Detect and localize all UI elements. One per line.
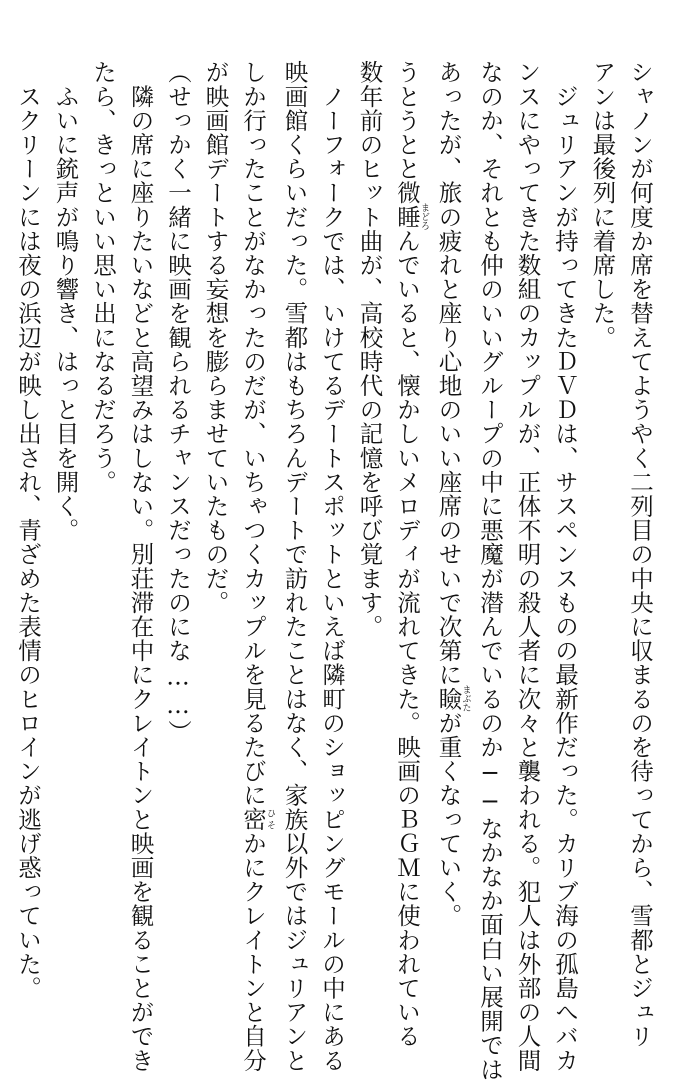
ruby-reading: まぶた xyxy=(460,685,471,713)
text-line-with-ruby xyxy=(429,60,471,960)
text-segment: が重くなっていく。 xyxy=(434,710,463,928)
text-segment: あったが、旅の疲れと座り心地のいい座席のせいで次第に xyxy=(434,60,463,687)
ruby-annotation xyxy=(393,203,429,231)
text-line: アンは最後列に着席した。 xyxy=(588,60,617,350)
text-line: 数年前のヒット曲が、高校時代の記憶を呼び覚ます。 xyxy=(355,60,384,639)
text-line: たら、きっといい思い出になるだろう。 xyxy=(89,60,117,494)
text-line-with-ruby xyxy=(388,60,430,1049)
text-segment: んでいると、懐かしいメロディが流れてきた。映画のＢＧＭに使われている xyxy=(393,228,421,1049)
text-line-with-ruby xyxy=(234,60,276,1073)
text-segment: しか行ったことがなかったのだが、いちゃつくカップルを見るたびに xyxy=(239,60,267,808)
ruby-base: 睡 xyxy=(393,203,421,231)
text-line: が映画館デートする妄想を膨らませていたものだ。 xyxy=(201,60,230,615)
text-line: スクリーンには夜の浜辺が映し出され、青ざめた表情のヒロインが逃げ惑っていた。 xyxy=(14,60,42,1000)
text-line: シャノンが何度か席を替えてようやく二列目の中央に収まるのを待ってから、雪都とジュリ xyxy=(626,60,654,1049)
text-line: ノーフォークでは、いけてるデートスポットといえば隣町のショッピングモールの中にある xyxy=(318,60,346,1073)
text-segment: うとうとと微 xyxy=(393,60,421,205)
text-line: 映画館くらいだった。雪都はもちろんデートで訪れたことはなく、家族以外ではジュリアンと xyxy=(280,60,309,1073)
ruby-base: 瞼 xyxy=(434,685,463,713)
ruby-reading: まどろ xyxy=(419,203,429,231)
text-line: ジュリアンが持ってきたＤＶＤは、サスペンスものの最新作だった。カリブ海の孤島へバカ xyxy=(551,60,579,1073)
text-line: （せっかく一緒に映画を観られるチャンスだったのにな……） xyxy=(164,60,192,744)
ruby-base: 密 xyxy=(239,807,267,832)
vertical-text-body xyxy=(14,60,658,1081)
text-line: ンスにやってきた数組のカップルが、正体不明の殺人者に次々と襲われる。犯人は外部の人間 xyxy=(513,60,542,1073)
text-line: ふいに銃声が鳴り響き、はっと目を開く。 xyxy=(51,60,80,542)
ruby-annotation xyxy=(239,807,275,832)
text-line: 隣の席に座りたいなどと高望みはしない。別荘滞在中にクレイトンと映画を観ることができ xyxy=(126,60,155,1073)
text-segment: かにクレイトンと自分 xyxy=(239,831,267,1073)
ruby-annotation xyxy=(434,685,471,713)
ruby-reading: ひそ xyxy=(265,807,275,832)
text-line: なのか、それとも仲のいいグループの中に悪魔が潜んでいるのか──なかなか面白い展開では xyxy=(476,60,504,1081)
